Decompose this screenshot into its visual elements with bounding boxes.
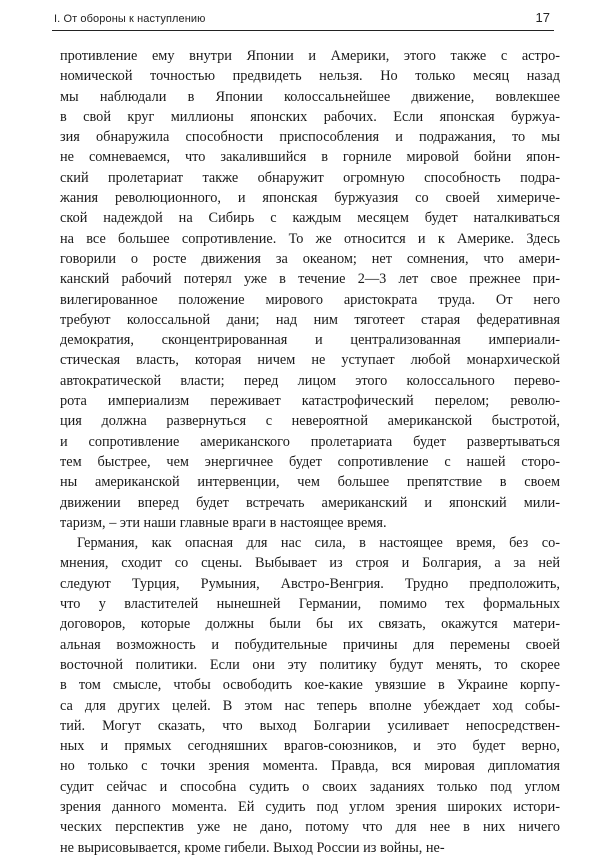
text-line: не вырисовывается, кроме гибели. Выход России из войны, не- — [60, 839, 445, 856]
text-line: в том смысле, чтобы освободить кое-какие увязшие в Украине корпу- — [60, 677, 560, 694]
text-line: ны американской интервенции, чем большее препятствие в своем — [60, 474, 560, 491]
text-line: требуют колоссальной дани; над ним тяготеет старая федеративная — [60, 311, 560, 328]
text-line: таризм, – эти наши главные враги в настоящее время. — [60, 514, 387, 531]
text-line: вилегированное положение мирового аристократа труда. От него — [60, 291, 560, 308]
text-line: ский пролетариат также обнаружит огромную способность подра- — [60, 169, 560, 186]
text-line: судит сейчас и способна судить о своих заданиях только под углом — [60, 778, 560, 795]
text-line: ция должна развернуться с невероятной американской быстротой, — [60, 413, 560, 430]
text-line: демократия, сконцентрированная и централизованная империали- — [60, 332, 560, 349]
text-line: мнения, сходит со сцены. Выбывает из строя и Болгария, а за ней — [60, 555, 560, 572]
text-line: автократической власти; перед лицом этого колоссального перево- — [60, 372, 560, 389]
page-number: 17 — [535, 10, 550, 25]
text-line: рота империализм переживает катастрофический перелом; револю- — [60, 393, 560, 410]
text-line: противление ему внутри Японии и Америки, этого также с астро- — [60, 48, 560, 64]
text-line: жания революционного, и японская буржуазия со своей химериче- — [60, 190, 560, 207]
text-line: что у властителей нынешней Германии, помимо тех формальных — [60, 596, 560, 613]
text-line: тий. Могут сказать, что выход Болгарии усиливает непосредствен- — [60, 717, 560, 734]
text-line: са для других целей. В этом нас теперь вполне убеждает ход собы- — [60, 697, 560, 714]
text-line: Германия, как опасная для нас сила, в настоящее время, без со- — [77, 535, 560, 552]
text-line: но только с точки зрения момента. Правда, вся мировая дипломатия — [60, 758, 560, 775]
text-line: ческих перспектив уже не дано, потому что для нее в них ничего — [60, 819, 560, 836]
text-line: номической точностью предвидеть нельзя. Но только месяц назад — [60, 68, 560, 85]
text-line: в свой круг миллионы японских рабочих. Если японская буржуа- — [60, 108, 560, 125]
text-line: ской надеждой на Сибирь с каждым месяцем будет наталкиваться — [60, 210, 560, 227]
text-line: канский рабочий потерял уже в течение 2—3 лет свое прежнее при- — [60, 271, 560, 288]
text-line: тем быстрее, чем энергичнее будет сопротивление с нашей сторо- — [60, 453, 560, 470]
text-line: зия обнаружила способности приспособления и подражания, то мы — [60, 129, 560, 146]
text-line: говорили о росте движения за океаном; нет сомнения, что амери- — [60, 250, 560, 267]
body-text — [60, 46, 560, 858]
running-head: I. От обороны к наступлению — [54, 13, 206, 25]
text-line: договоров, которые должны были бы их связать, окажутся матери- — [60, 616, 560, 633]
text-line: и сопротивление американского пролетариата будет развертываться — [60, 433, 560, 450]
text-line: альная возможность и побудительные причины для перемены своей — [60, 636, 560, 653]
text-line: стическая власть, которая ничем не уступает любой монархической — [60, 352, 560, 369]
text-line: движении вперед будет встречать американский и японский мили- — [60, 494, 560, 511]
paragraph — [60, 46, 560, 533]
text-line: следуют Турция, Румыния, Австро-Венгрия. Трудно предположить, — [60, 575, 560, 592]
text-line: не сомневаемся, что закалившийся в горниле мировой бойни япон- — [60, 149, 560, 166]
text-line: зрения данного момента. Ей судить под углом зрения широких истори- — [60, 798, 560, 815]
page-header — [52, 4, 554, 31]
text-line: на все большее сопротивление. То же относится и к Америке. Здесь — [60, 230, 560, 247]
text-line: мы наблюдали в Японии колоссальнейшее движение, вовлекшее — [60, 88, 560, 105]
paragraph — [60, 533, 560, 858]
text-line: восточной политики. Если они эту политику будут менять, то скорее — [60, 656, 560, 673]
text-line: ных и прямых сегодняшних врагов-союзников, и это будет верно, — [60, 738, 560, 755]
